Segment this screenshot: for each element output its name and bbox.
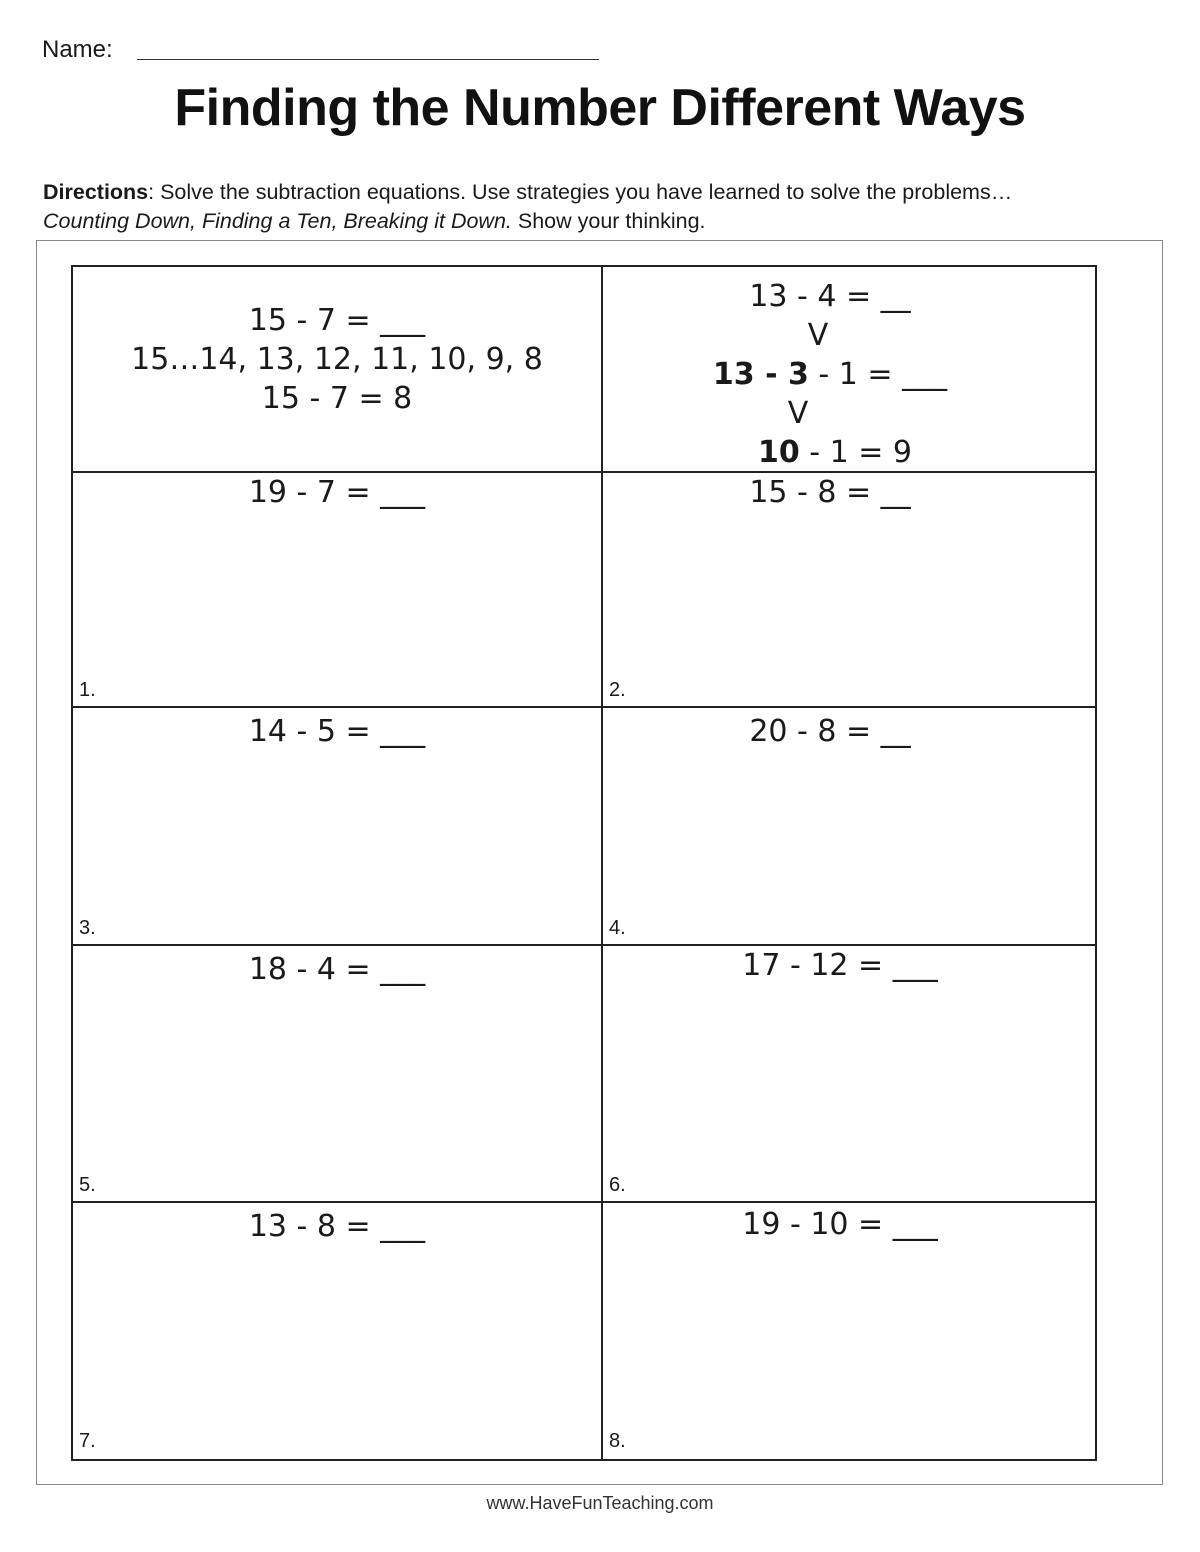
- problem-number: 4.: [609, 917, 626, 939]
- problem-cell-7[interactable]: [73, 1203, 601, 1459]
- example-right-answer: [588, 435, 1082, 470]
- example-left-equation: 15 - 7 = ___: [248, 303, 426, 338]
- problem-cell-6[interactable]: [603, 946, 1097, 1201]
- problem-equation: 13 - 8 = ___: [248, 1209, 426, 1244]
- problem-grid: [71, 265, 1097, 1461]
- problem-equation: 17 - 12 = ___: [742, 948, 938, 983]
- problem-equation: 20 - 8 = __: [749, 714, 911, 749]
- example-right-arrow: V: [807, 318, 829, 353]
- problem-equation: 14 - 5 = ___: [248, 714, 426, 749]
- directions-strategies: Counting Down, Finding a Ten, Breaking it Down.: [43, 209, 512, 233]
- example-right-answer-bold: 10: [757, 435, 800, 470]
- problem-equation: 18 - 4 = ___: [248, 952, 426, 987]
- problem-equation: 19 - 7 = ___: [248, 475, 426, 510]
- directions-text: : Solve the subtraction equations. Use strategies you have learned to solve the problems…: [148, 180, 1013, 204]
- example-right-breakdown-rest: - 1 = ___: [808, 357, 948, 392]
- directions: [43, 178, 1153, 236]
- example-left-answer: 15 - 7 = 8: [261, 381, 413, 416]
- problem-number: 3.: [79, 917, 96, 939]
- problem-cell-4[interactable]: [603, 708, 1097, 944]
- example-right-equation: 13 - 4 = __: [749, 279, 911, 314]
- problem-cell-3[interactable]: [73, 708, 601, 944]
- example-right-breakdown: [583, 357, 1077, 392]
- problem-number: 6.: [609, 1174, 626, 1196]
- problem-cell-8[interactable]: [603, 1203, 1097, 1459]
- problem-number: 7.: [79, 1430, 96, 1452]
- directions-closing: Show your thinking.: [511, 209, 706, 233]
- problem-number: 2.: [609, 679, 626, 701]
- name-line[interactable]: [137, 59, 599, 60]
- problem-number: 8.: [609, 1430, 626, 1452]
- example-cell-right: [603, 267, 1097, 471]
- name-label: Name:: [42, 36, 113, 63]
- problem-number: 1.: [79, 679, 96, 701]
- example-right-arrow: V: [787, 396, 809, 431]
- problem-cell-2[interactable]: [603, 473, 1097, 706]
- problem-equation: 15 - 8 = __: [749, 475, 911, 510]
- example-left-countdown: 15…14, 13, 12, 11, 10, 9, 8: [131, 342, 543, 377]
- example-right-breakdown-bold: 13 - 3: [712, 357, 809, 392]
- problem-equation: 19 - 10 = ___: [742, 1207, 938, 1242]
- example-cell-left: [73, 267, 601, 471]
- problem-cell-1[interactable]: [73, 473, 601, 706]
- problem-cell-5[interactable]: [73, 946, 601, 1201]
- directions-label: Directions: [43, 180, 149, 204]
- example-right-answer-rest: - 1 = 9: [799, 435, 913, 470]
- page-title: Finding the Number Different Ways: [174, 79, 1026, 137]
- footer-website: www.HaveFunTeaching.com: [486, 1493, 714, 1513]
- problem-number: 5.: [79, 1174, 96, 1196]
